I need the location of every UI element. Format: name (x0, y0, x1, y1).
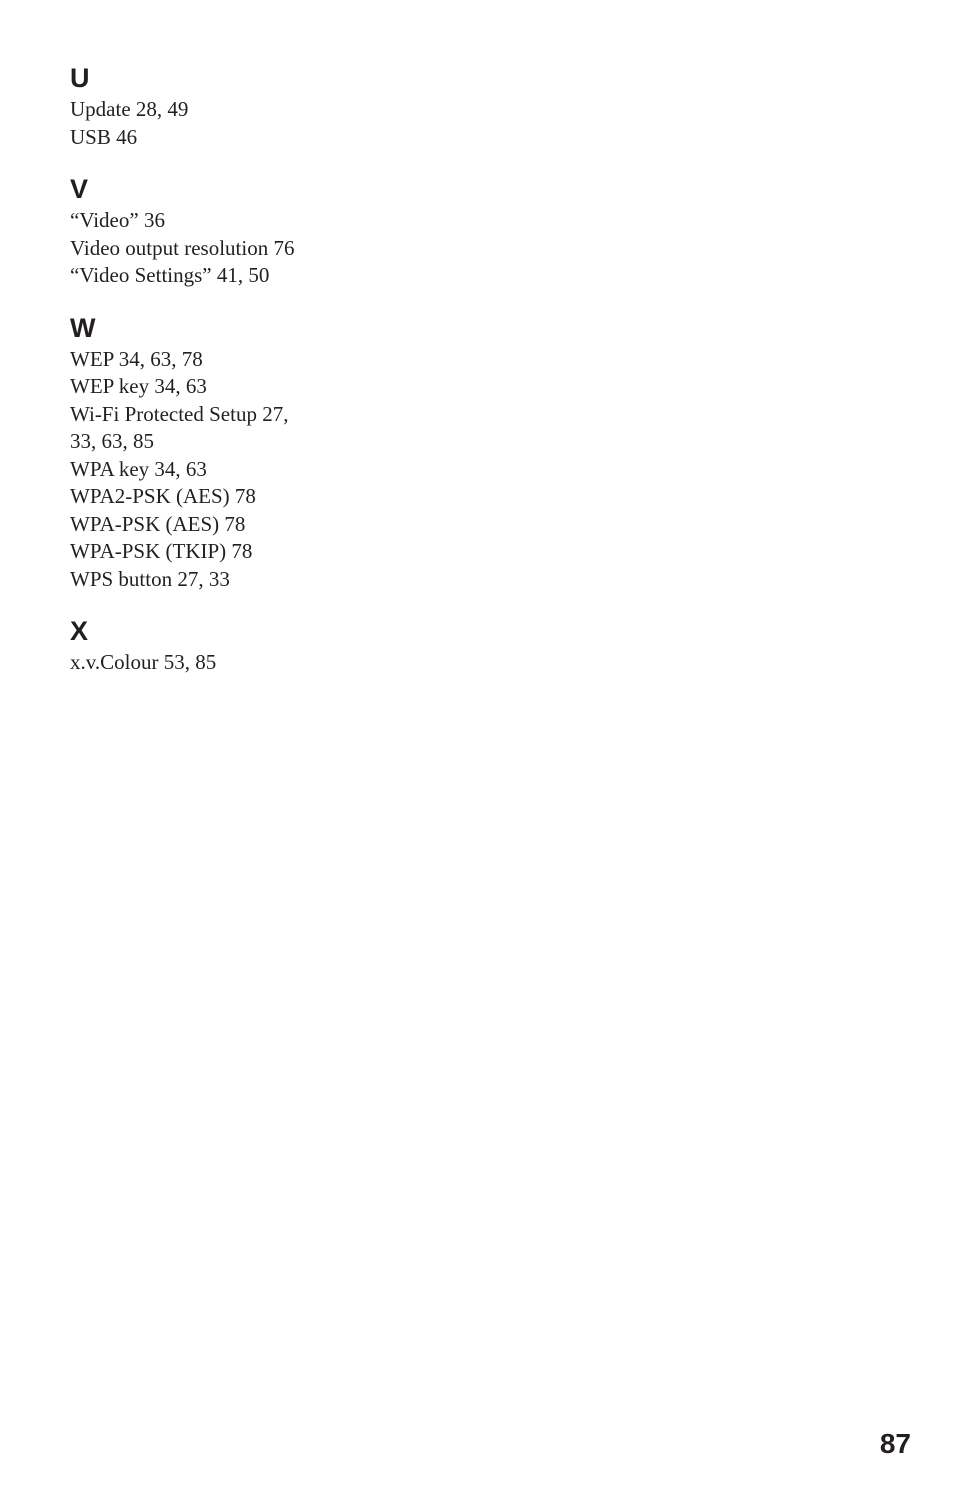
index-entry: Video output resolution 76 (70, 235, 295, 260)
section-letter: V (70, 174, 89, 204)
section-letter: X (70, 616, 89, 646)
index-entry: Update 28, 49 (70, 97, 189, 121)
index-entry: “Video” 36 (70, 208, 165, 232)
index-section-x (70, 615, 470, 677)
index-entry: WPS button 27, 33 (70, 566, 230, 591)
index-entry: WEP 34, 63, 78 (70, 346, 203, 371)
index-section-u (70, 62, 470, 151)
index-entry: “Video Settings” 41, 50 (70, 263, 270, 287)
index-section-v (70, 173, 470, 290)
index-entry: WPA key 34, 63 (70, 456, 207, 481)
section-letter: U (70, 63, 90, 93)
index-entry: x.v.Colour 53, 85 (70, 650, 217, 674)
index-entry: WEP key 34, 63 (70, 374, 207, 398)
index-entry: WPA-PSK (TKIP) 78 (70, 539, 253, 563)
index-entry: Wi-Fi Protected Setup 27, (70, 401, 289, 426)
section-letter: W (70, 312, 96, 343)
index-entry: USB 46 (70, 124, 138, 149)
index-section-w (70, 312, 470, 594)
index-entry: 33, 63, 85 (70, 429, 154, 453)
index-column (70, 62, 470, 699)
index-entry: WPA-PSK (AES) 78 (70, 511, 246, 536)
index-entry: WPA2-PSK (AES) 78 (70, 484, 256, 508)
page-number: 87 (879, 1428, 911, 1459)
